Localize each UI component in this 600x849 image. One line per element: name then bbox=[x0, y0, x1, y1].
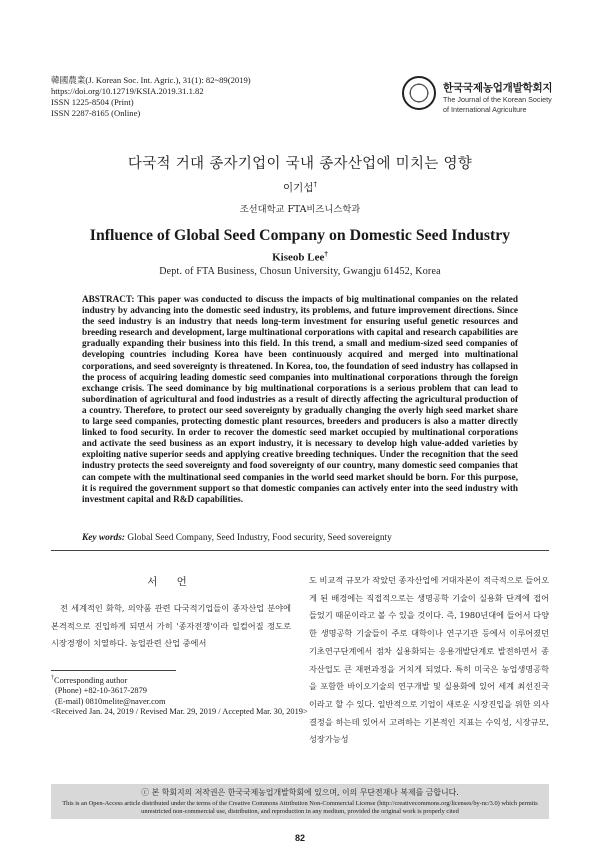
author-ko-mark: † bbox=[313, 180, 317, 189]
issn-online: ISSN 2287-8165 (Online) bbox=[51, 108, 141, 118]
author-phone: (Phone) +82-10-3617-2879 bbox=[55, 686, 147, 696]
abstract: ABSTRACT: This paper was conducted to discuss the impacts of big multinational companies on the related industry by advancing into the domestic seed industry, its problems, and future improvement directions. Since the seed industry is an industry that needs long-term investment for ensuring useful genetic resources and breeding research and development, large multinational corporations with capital and research capabilities are gradually expanding their business into this field. In this trend, a small and medium-sized seed companies of developing countries including Korea have been continuously acquired and merged into multinational corporations, and seed sovereignty is threatened. In Korea, too, the foundation of seed industry has collapsed in the process of acquiring leading domestic seed companies into multinational corporations through the foreign exchange crisis. The seed dominance by big multinational corporations is a serious problem that can lead to subordination of agricultural and food industries as a result of directly affecting the agricultural production of a country. Therefore, to protect our seed sovereignty by gradually changing the overly high seed market share to large seed companies, protecting domestic plant resources, breeders and producers is also a matter directly linked to food security. In order to recover the domestic seed market occupied by multinational corporations and activate the seed business as an export industry, it is necessary to develop high value-added varieties by exploiting native superior seeds and applying creative breeding techniques. Under the recognition that the seed industry protects the seed sovereignty and food sovereignty of our country, many domestic seed companies that can compete with the multinational seed companies in the world seed market should be born. For this purpose, it is required the government support so that domestic companies can actively enter into the seed industry with investment capital and R&D capabilities. bbox=[82, 294, 518, 504]
paper-title-en: Influence of Global Seed Company on Domestic Seed Industry bbox=[89, 227, 511, 244]
copyright-notice-ko: ⓒ 본 학회지의 저작권은 한국국제농업개발학회에 있으며, 이의 무단전재나 복제를 금합니다. bbox=[141, 788, 459, 797]
author-en-mark: † bbox=[324, 250, 328, 258]
keywords bbox=[82, 533, 518, 543]
section-heading-intro: 서 언 bbox=[147, 576, 195, 588]
footnote-divider bbox=[51, 670, 176, 671]
keywords-label: Key words: bbox=[82, 533, 125, 543]
keywords-list: Global Seed Company, Seed Industry, Food security, Seed sovereignty bbox=[127, 533, 392, 543]
author-en bbox=[0, 250, 600, 264]
issn-print: ISSN 1225-8504 (Print) bbox=[51, 97, 134, 107]
doi-link[interactable]: https://doi.org/10.12719/KSIA.2019.31.1.82 bbox=[51, 86, 204, 96]
society-name-ko: 한국국제농업개발학회지 bbox=[443, 82, 553, 94]
author-ko bbox=[0, 180, 600, 195]
corresponding-author bbox=[51, 673, 296, 686]
intro-paragraph-left bbox=[51, 600, 291, 653]
corresponding-label: Corresponding author bbox=[54, 675, 128, 685]
affiliation-en: Dept. of FTA Business, Chosun University, Gwangju 61452, Korea bbox=[159, 266, 441, 277]
affiliation-ko: 조선대학교 FTA비즈니스학과 bbox=[239, 204, 361, 215]
license-notice-en: This is an Open-Access article distributed under the terms of the Creative Commons Attribution Non-Commercial License (http://creativecommons.org/licenses/by-nc/3.0) which permits unrestricted non-commercial use, distribution, and reproduction in any medium, provided the original work is properly cited bbox=[62, 800, 538, 816]
author-email[interactable]: (E-mail) 0810melite@naver.com bbox=[55, 696, 166, 706]
footnote-mark: † bbox=[51, 675, 54, 681]
footnote bbox=[51, 673, 308, 718]
society-name-en: The Journal of the Korean Society of International Agriculture bbox=[443, 95, 552, 114]
society-seal-icon bbox=[402, 76, 436, 110]
journal-citation: 韓國農業(J. Korean Soc. Int. Agric.), 31(1): 82~89(2019) bbox=[51, 75, 251, 85]
author-ko-name: 이기섭 bbox=[283, 182, 314, 194]
paper-title-ko: 다국적 거대 종자기업이 국내 종자산업에 미치는 영향 bbox=[127, 156, 473, 172]
section-divider bbox=[51, 550, 549, 551]
intro-left-text: 전 세계적인 화학, 의약품 관련 다국적기업들이 종자산업 분야에 본격적으로 진입하게 되면서 가히 '종자전쟁'이라 일컬어질 정도로 시장경쟁이 치열하다. 농업관련 산업 중에서 bbox=[51, 603, 291, 649]
manuscript-dates: <Received Jan. 24, 2019 / Revised Mar. 29, 2019 / Accepted Mar. 30, 2019> bbox=[51, 707, 308, 717]
page-number: 82 bbox=[294, 833, 305, 843]
intro-paragraph-right: 도 비교적 규모가 작았던 종자산업에 거대자본이 적극적으로 들어오게 된 배경에는 직접적으로는 생명공학 기술이 실용화 단계에 접어들었기 때문이라고 볼 수 있을 것이다. 즉, 1980년대에 들어서 다양한 생명공학 기술들이 주로 대학이나 연구기관 등에서 이루어졌던 기초연구단계에서 점차 실용화되는 응용개발단계로 발전하면서 종자산업도 큰 재편과정을 거치게 되었다. 특히 미국은 농업생명공학을 포함한 바이오기술의 연구개발 및 실용화에 있어 세계 최선진국이라고 할 수 있다. 일반적으로 기업이 새로운 시장진입을 위한 의사결정을 하는데 있어서 고려하는 기본적인 지표는 수익성, 시장규모, 성장가능성 bbox=[309, 575, 549, 745]
author-en-name: Kiseob Lee bbox=[272, 251, 325, 264]
